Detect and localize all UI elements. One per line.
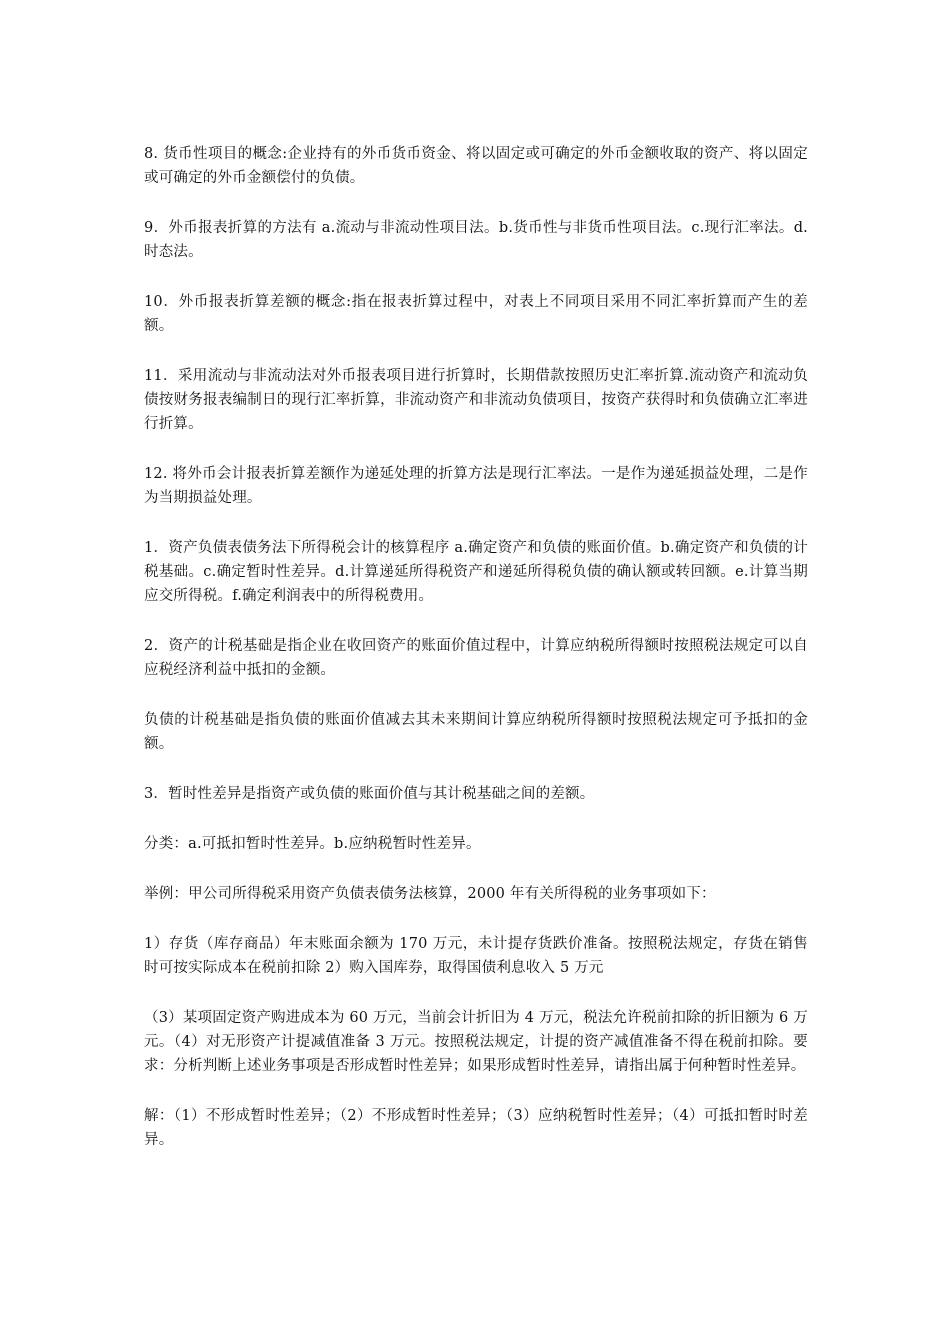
paragraph-solution: 解：（1）不形成暂时性差异；（2）不形成暂时性差异；（3）应纳税暂时性差异；（4）可抵扣暂时时差异。 — [144, 1108, 808, 1148]
paragraph-deferred-treatment: 12. 将外币会计报表折算差额作为递延处理的折算方法是现行汇率法。一是作为递延损益处理，二是作为当期损益处理。 — [144, 466, 808, 506]
paragraph-example-item-1-2: 1）存货（库存商品）年末账面余额为 170 万元，未计提存货跌价准备。按照税法规定，存货在销售时可按实际成本在税前扣除 2）购入国库券，取得国债利息收入 5 万元 — [144, 936, 808, 976]
paragraph-classification: 分类：a.可抵扣暂时性差异。b.应纳税暂时性差异。 — [144, 836, 481, 852]
paragraph-monetary-items: 8. 货币性项目的概念:企业持有的外币货币资金、将以固定或可确定的外币金额收取的资产、将以固定或可确定的外币金额偿付的负债。 — [144, 146, 808, 186]
paragraph-temporary-difference: 3．暂时性差异是指资产或负债的账面价值与其计税基础之间的差额。 — [144, 786, 595, 802]
paragraph-translation-methods: 9．外币报表折算的方法有 a.流动与非流动性项目法。b.货币性与非货币性项目法。c.现行汇率法。d.时态法。 — [144, 220, 808, 260]
paragraph-example-item-3-4: （3）某项固定资产购进成本为 60 万元，当前会计折旧为 4 万元，税法允许税前扣除的折旧额为 6 万元。（4）对无形资产计提减值准备 3 万元。按照税法规定，计提的资产减值准备不得在税前扣除。要求：分析判断上述业务事项是否形成暂时性差异；如果形成暂时性差异，请指出属于何种暂时性差异。 — [144, 1010, 808, 1074]
paragraph-liability-tax-base: 负债的计税基础是指负债的账面价值减去其未来期间计算应纳税所得额时按照税法规定可予抵扣的金额。 — [144, 712, 808, 752]
paragraph-current-noncurrent-method: 11．采用流动与非流动法对外币报表项目进行折算时，长期借款按照历史汇率折算.流动资产和流动负债按财务报表编制日的现行汇率折算，非流动资产和非流动负债项目，按资产获得时和负债确立汇率进行折算。 — [144, 368, 808, 432]
paragraph-example: 举例：甲公司所得税采用资产负债表债务法核算，2000 年有关所得税的业务事项如下： — [144, 886, 716, 902]
paragraph-asset-tax-base: 2．资产的计税基础是指企业在收回资产的账面价值过程中，计算应纳税所得额时按照税法规定可以自应税经济利益中抵扣的金额。 — [144, 638, 808, 678]
paragraph-translation-difference: 10．外币报表折算差额的概念:指在报表折算过程中，对表上不同项目采用不同汇率折算而产生的差额。 — [144, 294, 808, 334]
document-body — [144, 142, 808, 1178]
paragraph-tax-accounting-procedure: 1．资产负债表债务法下所得税会计的核算程序 a.确定资产和负债的账面价值。b.确定资产和负债的计税基础。c.确定暂时性差异。d.计算递延所得税资产和递延所得税负债的确认额或转回额。e.计算当期应交所得税。f.确定利润表中的所得税费用。 — [144, 540, 808, 604]
